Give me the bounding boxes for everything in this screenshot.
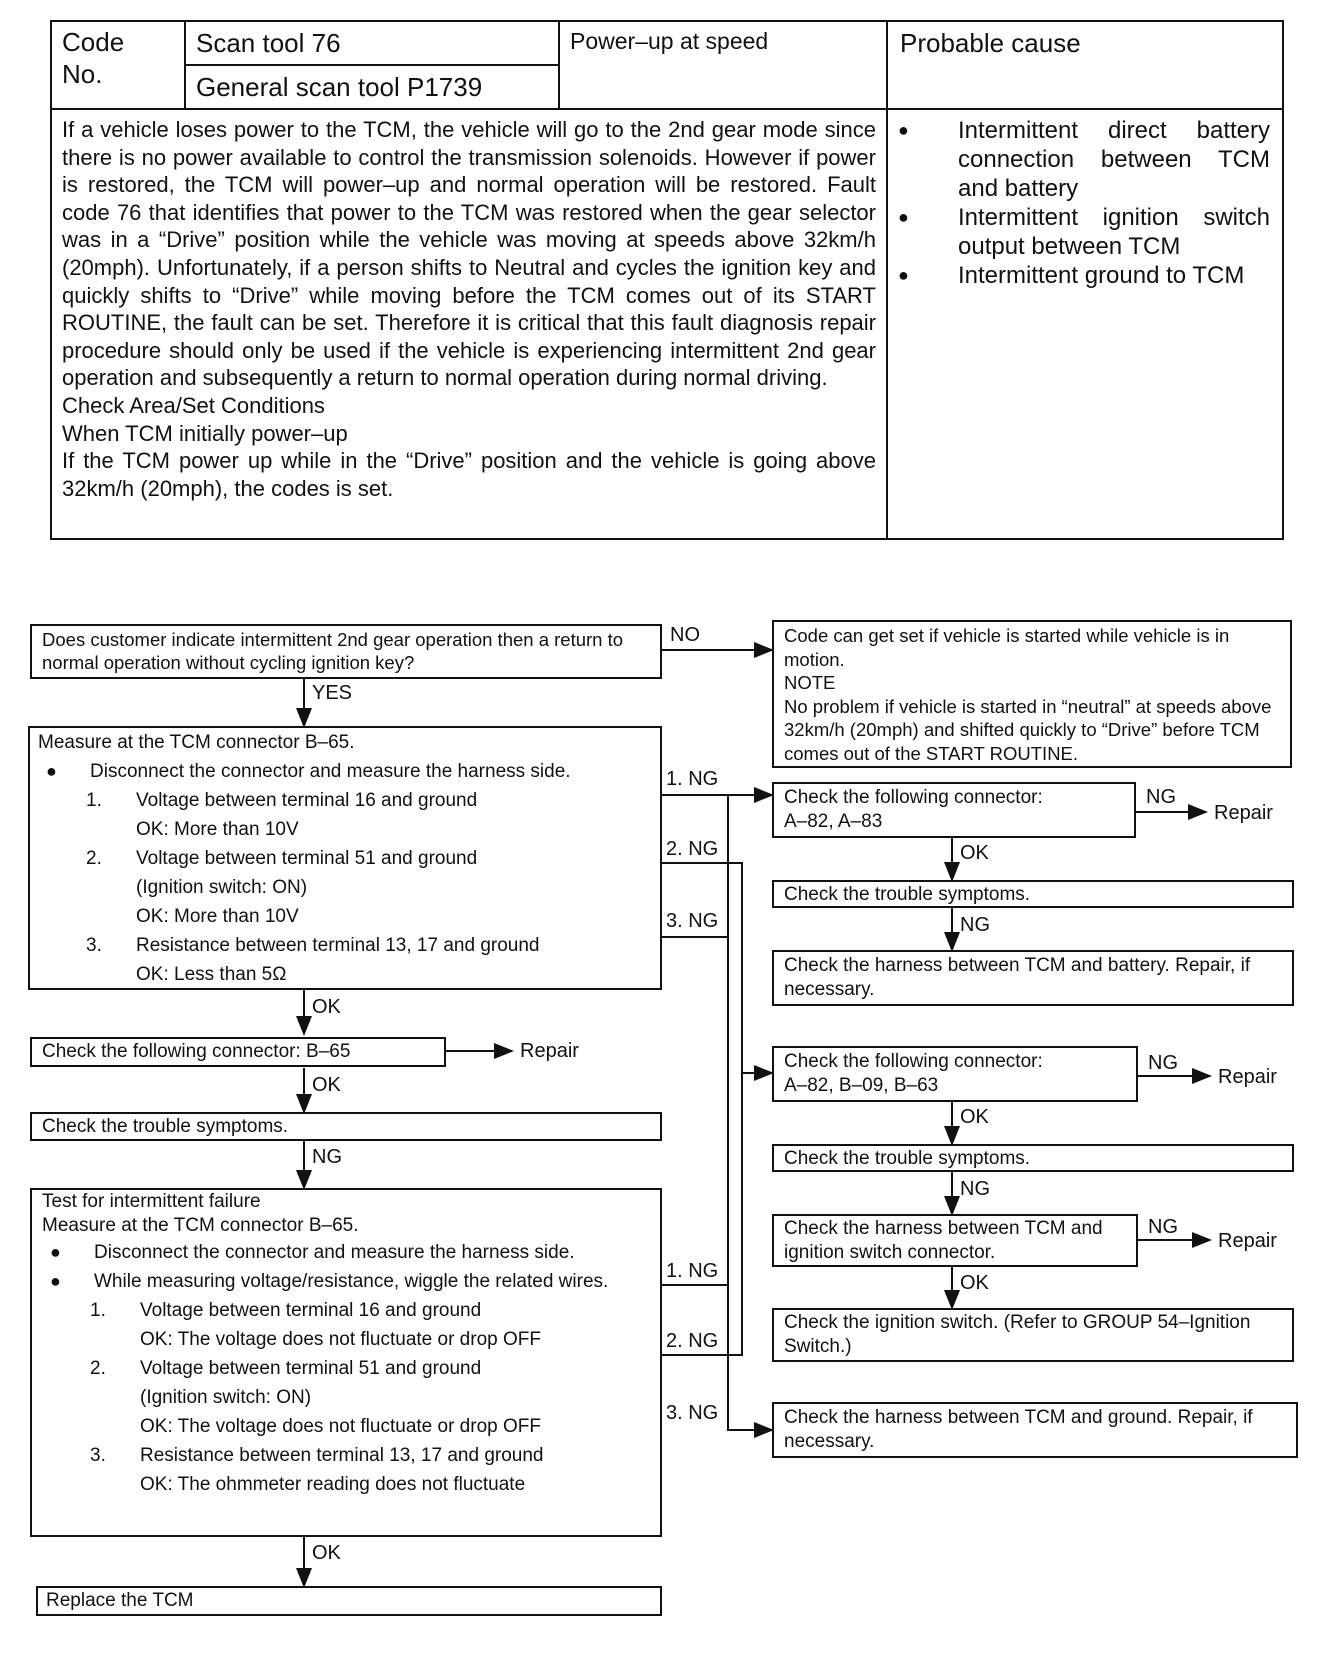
label-1-ng: 1. NG	[666, 768, 719, 790]
label-repair: Repair	[1218, 1066, 1277, 1088]
label-ng: NG	[312, 1146, 342, 1168]
label-3-ng: 3. NG	[666, 1402, 719, 1424]
label-ok: OK	[312, 1542, 341, 1564]
label-ng: NG	[1148, 1052, 1178, 1074]
label-ng: NG	[960, 1178, 990, 1200]
check-connector-a82-b09-b63: Check the following connector: A–82, B–09, B–63	[772, 1046, 1138, 1102]
note-heading: NOTE	[784, 672, 836, 693]
description-paragraph: If a vehicle loses power to the TCM, the vehicle will go to the 2nd gear mode since there is no power available to control the transmission solenoids. However if power is restored, the TCM will power–up and normal operation will be restored. Fault code 76 that identifies that power to the TCM was restored when the gear selector was in a “Drive” position while the vehicle was moving at speeds above 32km/h (20mph). Unfortunately, if a person shifts to Neutral and cycles the ignition key and quickly shifts to “Drive” while moving before the TCM comes out of its START ROUTINE, the fault can be set. Therefore it is critical that this fault diagnosis repair procedure should only be used if the vehicle is experiencing intermittent 2nd gear operation and subsequently a return to normal operation during normal driving.	[62, 117, 876, 391]
label-ng: NG	[960, 914, 990, 936]
label-repair: Repair	[520, 1040, 579, 1062]
set-condition-heading: When TCM initially power–up	[62, 420, 348, 446]
question-customer-indicates: Does customer indicate intermittent 2nd gear operation then a return to normal operation without cycling ignition key?	[30, 624, 662, 679]
check-harness-ground: Check the harness between TCM and ground. Repair, if necessary.	[772, 1402, 1298, 1458]
test-intermittent-box: Test for intermittent failure Measure at the TCM connector B–65. ● Disconnect the connector and measure the harness side. ● While measuring voltage/resistance, wiggle the related wires. 1. Voltage between terminal 16 and ground OK: The voltage does not fluctuate or drop OFF 2. Voltage between terminal 51 and ground (Ignition switch: ON) OK: The voltage does not fluctuate or drop OFF 3. Resistance between terminal 13, 17 and ground OK: The ohmmeter reading does not fluctuate	[30, 1188, 662, 1537]
bullet-icon: ●	[50, 1242, 61, 1262]
label-ng: NG	[1146, 786, 1176, 808]
cause-item: ● Intermittent ignition switch output between TCM	[888, 203, 1270, 261]
label-1-ng: 1. NG	[666, 1260, 719, 1282]
label-3-ng: 3. NG	[666, 910, 719, 932]
label-ok: OK	[960, 842, 989, 864]
cause-item: ● Intermittent direct battery connection between TCM and battery	[888, 116, 1270, 203]
label-ok: OK	[960, 1272, 989, 1294]
measure-bullet: ● Disconnect the connector and measure the harness side.	[38, 757, 652, 786]
code-no-label: Code No.	[62, 27, 125, 89]
probable-cause-header: Probable cause	[900, 28, 1081, 58]
measure-title: Measure at the TCM connector B–65.	[38, 732, 355, 753]
set-condition-text: If the TCM power up while in the “Drive” position and the vehicle is going above 32km/h (20mph), the codes is set.	[62, 448, 876, 501]
bullet-icon: ●	[50, 1271, 61, 1291]
label-repair: Repair	[1218, 1230, 1277, 1252]
note-line1: Code can get set if vehicle is started while vehicle is in motion.	[784, 625, 1230, 670]
note-box	[772, 620, 1292, 768]
check-harness-ignition: Check the harness between TCM and ignition switch connector.	[772, 1214, 1138, 1267]
check-connector-a82-a83: Check the following connector: A–82, A–83	[772, 782, 1136, 838]
label-ok: OK	[960, 1106, 989, 1128]
label-2-ng: 2. NG	[666, 838, 719, 860]
label-ok: OK	[312, 996, 341, 1018]
check-area-heading: Check Area/Set Conditions	[62, 392, 325, 418]
label-yes: YES	[312, 682, 353, 704]
check-connector-b65: Check the following connector: B–65	[30, 1037, 446, 1067]
check-harness-battery: Check the harness between TCM and battery. Repair, if necessary.	[772, 950, 1294, 1006]
check-trouble-symptoms-left: Check the trouble symptoms.	[30, 1112, 662, 1141]
test-subtitle: Measure at the TCM connector B–65.	[42, 1215, 359, 1236]
label-repair: Repair	[1214, 802, 1273, 824]
measure-tcm-connector-box: Measure at the TCM connector B–65. ● Disconnect the connector and measure the harness side. 1. Voltage between terminal 16 and ground OK: More than 10V 2. Voltage between terminal 51 and ground (Ignition switch: ON) OK: More than 10V 3. Resistance between terminal 13, 17 and ground OK: Less than 5Ω	[28, 726, 662, 990]
label-2-ng: 2. NG	[666, 1330, 719, 1352]
general-scan-tool-code: General scan tool P1739	[196, 72, 483, 102]
label-ok: OK	[312, 1074, 341, 1096]
fault-title: Power–up at speed	[570, 28, 769, 54]
label-no: NO	[670, 624, 700, 646]
check-trouble-symptoms-right-2: Check the trouble symptoms.	[772, 1144, 1294, 1172]
bullet-icon: ●	[898, 120, 909, 140]
replace-tcm-box: Replace the TCM	[36, 1586, 662, 1616]
check-trouble-symptoms-right-1: Check the trouble symptoms.	[772, 880, 1294, 908]
check-ignition-switch: Check the ignition switch. (Refer to GROUP 54–Ignition Switch.)	[772, 1308, 1294, 1362]
note-line2: No problem if vehicle is started in “neutral” at speeds above 32km/h (20mph) and shifted quickly to “Drive” before TCM comes out of the START ROUTINE.	[784, 695, 1272, 764]
label-ng: NG	[1148, 1216, 1178, 1238]
scan-tool-code: Scan tool 76	[196, 28, 341, 58]
test-title: Test for intermittent failure	[42, 1191, 261, 1212]
bullet-icon: ●	[898, 207, 909, 227]
bullet-icon: ●	[898, 265, 909, 285]
bullet-icon: ●	[46, 761, 57, 781]
cause-item: ● Intermittent ground to TCM	[888, 261, 1270, 290]
